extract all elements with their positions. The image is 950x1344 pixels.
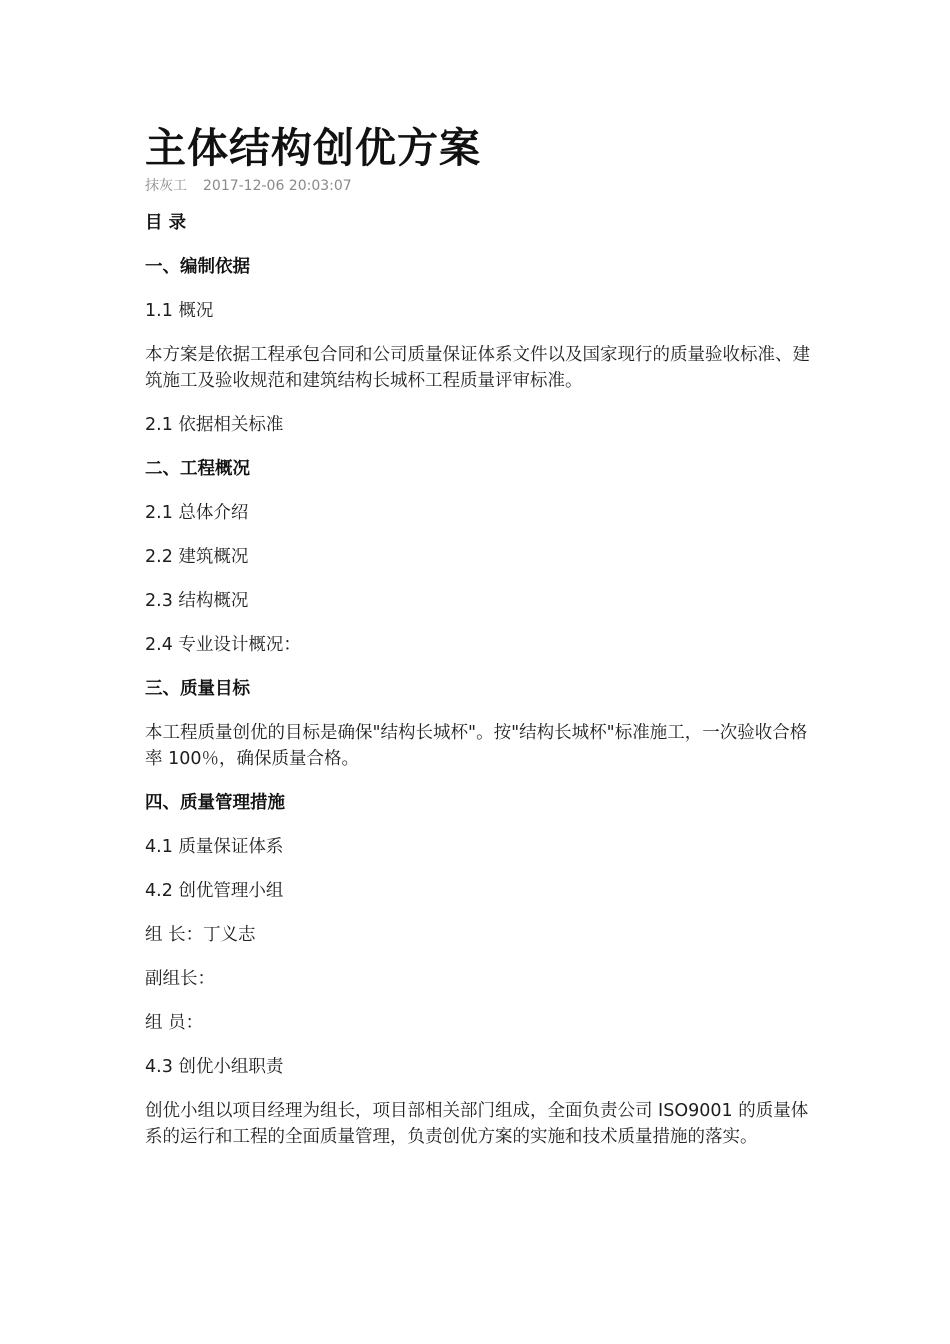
article-content bbox=[145, 210, 815, 1150]
article-meta bbox=[145, 176, 815, 196]
paragraph: 本工程质量创优的目标是确保"结构长城杯"。按"结构长城杯"标准施工，一次验收合格率 100％，确保质量合格。 bbox=[145, 723, 808, 769]
section-heading: 一、编制依据 bbox=[145, 257, 250, 277]
author-name: 抹灰工 bbox=[145, 178, 187, 194]
subsection-heading: 1.1 概况 bbox=[145, 301, 214, 321]
section-heading: 四、质量管理措施 bbox=[145, 793, 285, 813]
subsection-heading: 4.2 创优管理小组 bbox=[145, 881, 284, 901]
article bbox=[145, 118, 815, 1168]
subsection-heading: 2.2 建筑概况 bbox=[145, 547, 249, 567]
subsection-heading: 2.1 依据相关标准 bbox=[145, 415, 284, 435]
team-leader-line: 组 长：丁义志 bbox=[145, 925, 256, 945]
subsection-heading: 2.1 总体介绍 bbox=[145, 503, 249, 523]
section-heading: 二、工程概况 bbox=[145, 459, 250, 479]
subsection-heading: 4.3 创优小组职责 bbox=[145, 1057, 284, 1077]
team-members-line: 组 员： bbox=[145, 1013, 204, 1033]
article-title: 主体结构创优方案 bbox=[145, 124, 481, 172]
subsection-heading: 2.4 专业设计概况： bbox=[145, 635, 301, 655]
subsection-heading: 2.3 结构概况 bbox=[145, 591, 249, 611]
paragraph: 创优小组以项目经理为组长，项目部相关部门组成，全面负责公司 ISO9001 的质量体系的运行和工程的全面质量管理，负责创优方案的实施和技术质量措施的落实。 bbox=[145, 1101, 809, 1147]
subsection-heading: 4.1 质量保证体系 bbox=[145, 837, 284, 857]
toc-heading: 目 录 bbox=[145, 213, 187, 233]
paragraph: 本方案是依据工程承包合同和公司质量保证体系文件以及国家现行的质量验收标准、建筑施工及验收规范和建筑结构长城杯工程质量评审标准。 bbox=[145, 345, 810, 391]
deputy-leader-line: 副组长： bbox=[145, 969, 215, 989]
publish-datetime: 2017-12-06 20:03:07 bbox=[203, 178, 352, 194]
section-heading: 三、质量目标 bbox=[145, 679, 250, 699]
